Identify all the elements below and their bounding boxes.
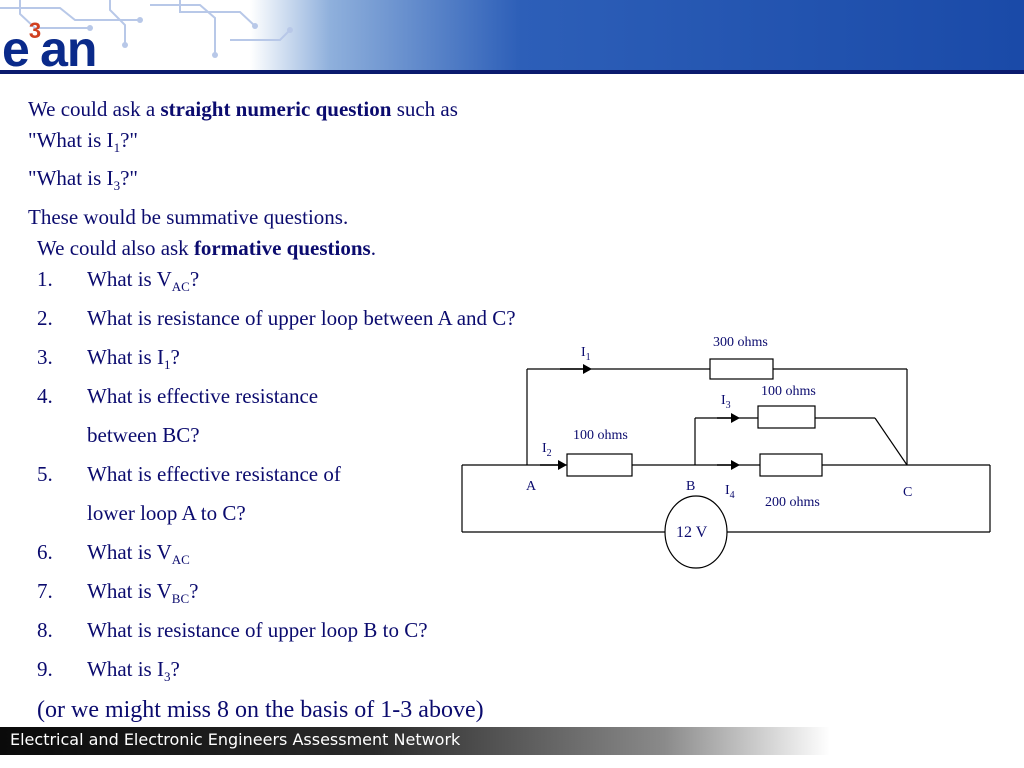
list-item: between BC? (87, 422, 200, 447)
node-c: C (903, 485, 913, 500)
node-b: B (686, 479, 696, 494)
list-item: 6. What is $V_{AC}$ (37, 539, 190, 567)
list-item: 9. What is $I_3$? (37, 656, 180, 684)
list-item: 1. What is $V_{AC}$? (37, 266, 200, 294)
e3an-logo: $e^3an$ (2, 18, 97, 77)
formative-intro: We could also ask formative questions. (37, 236, 376, 260)
formative-block (37, 233, 516, 725)
list-item: 2. What is resistance of upper loop between A and C? (37, 305, 516, 330)
label-200-ohms: 200 ohms (765, 495, 820, 510)
resistor-100-upper (758, 406, 815, 428)
list-item: 4. What is effective resistance (37, 383, 319, 408)
arrow-i3 (731, 413, 740, 423)
label-300-ohms: 300 ohms (713, 335, 768, 350)
header-divider (0, 70, 1024, 74)
question-i1: "What is $I_1$?" (28, 127, 138, 155)
question-i3: "What is $I_3$?" (28, 166, 138, 194)
summative-block (28, 94, 458, 232)
label-100-ohms-upper: 100 ohms (761, 384, 816, 399)
label-i2: $I_2$ (542, 441, 552, 459)
summative-note: These would be summative questions. (28, 204, 349, 229)
arrow-i2 (558, 460, 567, 470)
resistor-200 (760, 454, 822, 476)
list-item: 5. What is effective resistance of (37, 461, 341, 486)
list-item: 3. What is $I_1$? (37, 344, 180, 372)
list-item: lower loop A to C? (87, 500, 246, 525)
label-i4: $I_4$ (725, 483, 735, 501)
footnote: (or we might miss 8 on the basis of 1-3 above) (37, 696, 484, 723)
list-item: 7. What is $V_{BC}$? (37, 578, 199, 606)
label-i3: $I_3$ (721, 393, 731, 411)
footer-bar (0, 727, 830, 755)
footer-text: Electrical and Electronic Engineers Assessment Network (10, 730, 461, 749)
list-item: 8. What is resistance of upper loop B to C? (37, 617, 428, 642)
node-a: A (526, 479, 537, 494)
circuit-diagram (455, 330, 1000, 600)
label-i1: $I_1$ (581, 345, 591, 363)
label-12v: 12 V (676, 524, 708, 541)
intro-line: We could ask a straight numeric question such as (28, 97, 458, 121)
resistor-300 (710, 359, 773, 379)
arrow-i1 (583, 364, 592, 374)
arrow-i4 (731, 460, 740, 470)
resistor-100-ab (567, 454, 632, 476)
label-100-ohms-ab: 100 ohms (573, 428, 628, 443)
